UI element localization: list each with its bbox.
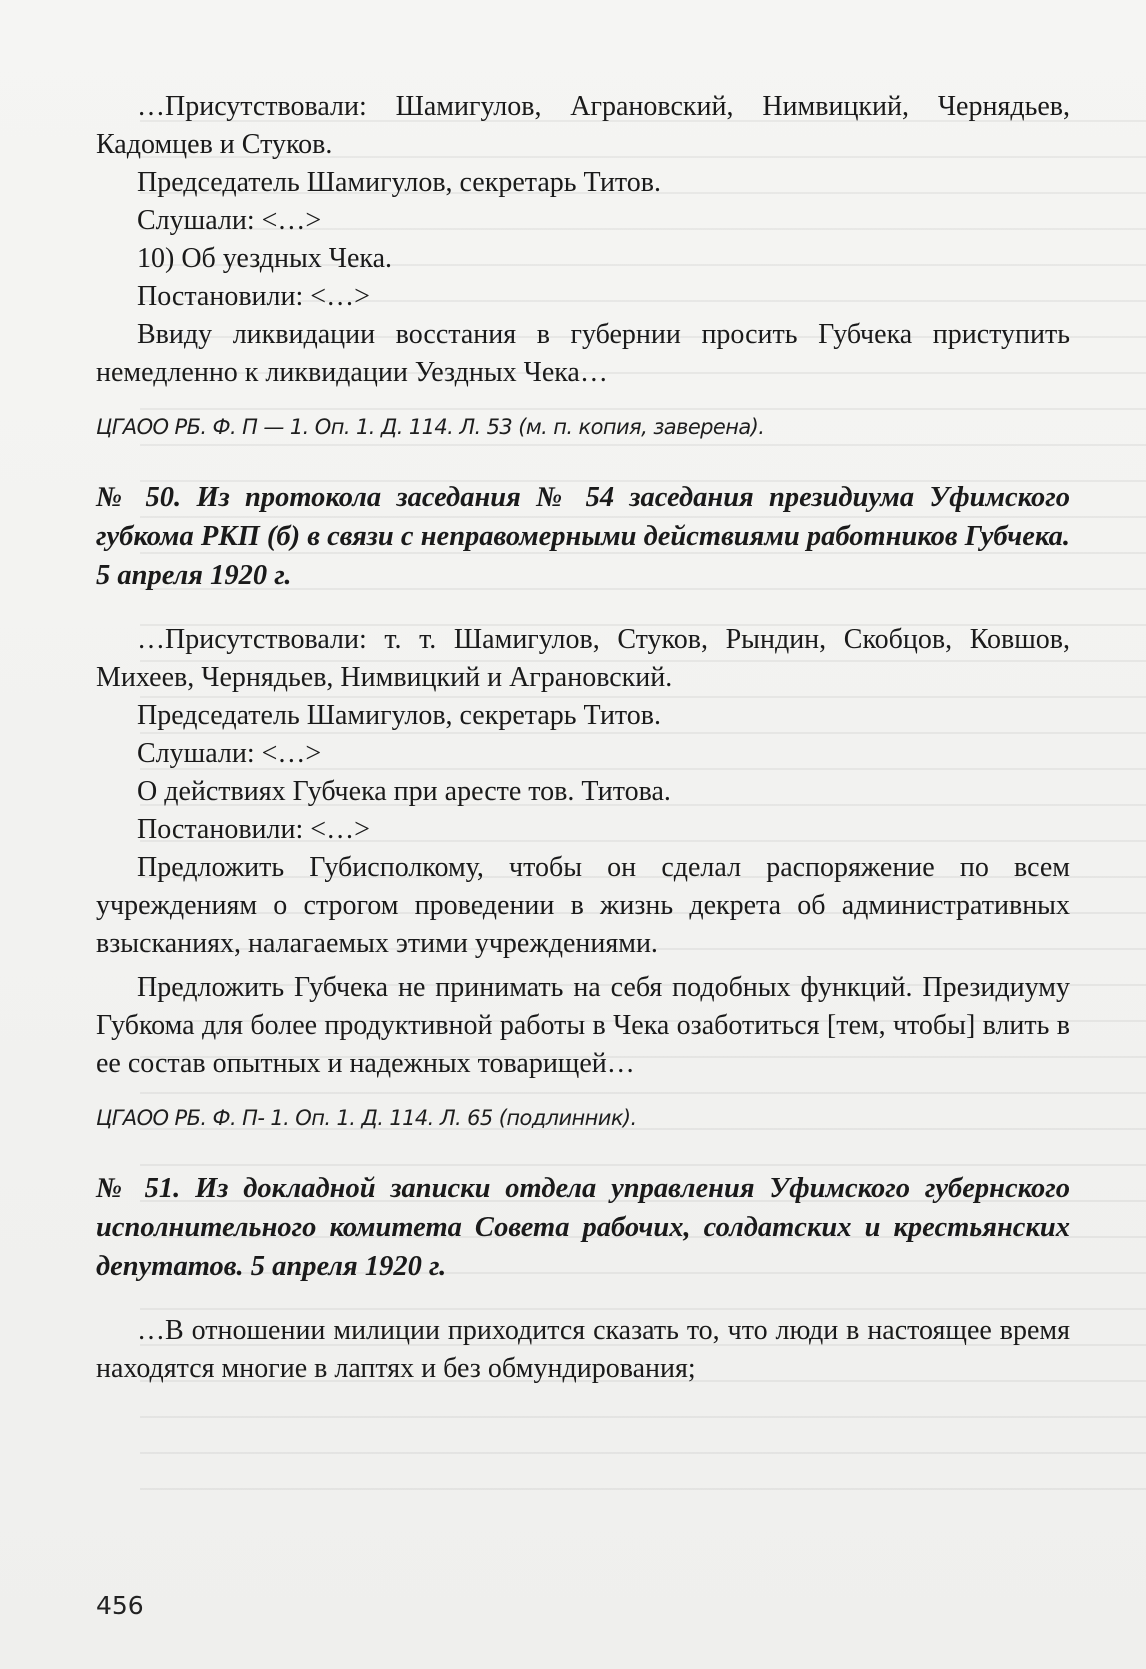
doc50-present: …Присутствовали: т. т. Шамигулов, Стуков, Рындин, Скобцов, Ковшов, Михеев, Чернядьев, Нимвицкий и Аграновский. (96, 624, 1070, 693)
doc49-chair: Председатель Шамигулов, секретарь Титов. (137, 167, 662, 198)
doc49-item: 10) Об уездных Чека. (137, 243, 393, 274)
doc50-heard: Слушали: <…> (137, 738, 322, 769)
doc49-resolution: Ввиду ликвидации восстания в губернии просить Губчека приступить немедленно к ликвидации Уездных Чека… (96, 319, 1070, 388)
doc50-source: ЦГАОО РБ. Ф. П- 1. Оп. 1. Д. 114. Л. 65 (подлинник). (96, 1106, 637, 1130)
doc51-text: …В отношении милиции приходится сказать то, что люди в настоящее время находятся многие в лаптях и без обмундирования; (96, 1315, 1070, 1384)
doc50-resolution-2: Предложить Губчека не принимать на себя подобных функций. Президиуму Губкома для более продуктивной работы в Чека озаботиться [тем, чтобы] влить в ее состав опытных и надежных товарищей… (96, 972, 1070, 1079)
doc49-resolved: Постановили: <…> (137, 281, 370, 312)
doc50-heading: № 50. Из протокола заседания № 54 заседания президиума Уфимского губкома РКП (б) в связи с неправомерными действиями работников Губчека. 5 апреля 1920 г. (96, 482, 1070, 591)
doc50-resolved: Постановили: <…> (137, 814, 370, 845)
page-number: 456 (96, 1591, 144, 1620)
page-content (96, 88, 1070, 1388)
doc50-chair: Председатель Шамигулов, секретарь Титов. (137, 700, 662, 731)
doc50-resolution-1: Предложить Губисполкому, чтобы он сделал распоряжение по всем учреждениям о строгом проведении в жизнь декрета об административных взысканиях, налагаемых этими учреждениями. (96, 852, 1070, 959)
doc51-heading: № 51. Из докладной записки отдела управления Уфимского губернского исполнительного комитета Совета рабочих, солдатских и крестьянских депутатов. 5 апреля 1920 г. (96, 1173, 1070, 1282)
doc49-source: ЦГАОО РБ. Ф. П — 1. Оп. 1. Д. 114. Л. 53 (м. п. копия, заверена). (96, 415, 765, 439)
doc49-present: …Присутствовали: Шамигулов, Аграновский, Нимвицкий, Чернядьев, Кадомцев и Стуков. (96, 91, 1070, 160)
doc50-item: О действиях Губчека при аресте тов. Титова. (137, 776, 671, 807)
doc49-heard: Слушали: <…> (137, 205, 322, 236)
